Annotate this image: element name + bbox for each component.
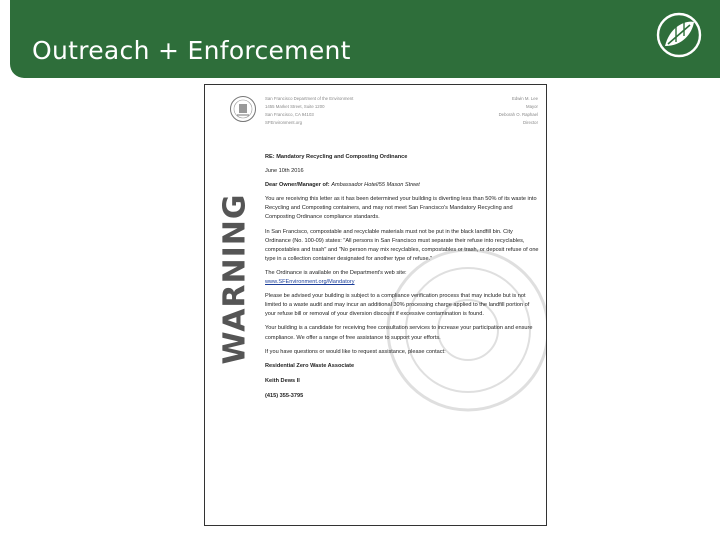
- official-line: Mayor: [526, 104, 538, 109]
- paragraph-3: [265, 269, 540, 287]
- letterhead-line: San Francisco Department of the Environment: [265, 96, 354, 101]
- ordinance-link[interactable]: www.SFEnvironment.org/Mandatory: [265, 279, 355, 286]
- official-line: Director: [522, 120, 538, 125]
- paragraph-1: You are receiving this letter as it has been determined your building is diverting less than 50% of its waste into Recycling and Composting containers, and may not meet San Francisco's Mandatory Recycling and Composting Ordinance compliance standards.: [265, 196, 537, 221]
- signature-title: Residential Zero Waste Associate: [265, 362, 355, 369]
- letterhead-line: 1455 Market Street, Suite 1200: [265, 104, 325, 109]
- paragraph-6: If you have questions or would like to request assistance, please contact:: [265, 348, 446, 355]
- page-title: Outreach + Enforcement: [32, 36, 351, 65]
- signature-phone: (415) 355-3795: [265, 392, 304, 399]
- letterhead-line: SFEnvironment.org: [265, 120, 303, 125]
- salutation-text: Dear Owner/Manager of:: [265, 182, 330, 189]
- letterhead-line: San Francisco, CA 94103: [265, 112, 314, 117]
- letterhead-officials: [458, 95, 538, 127]
- letter-body: [265, 153, 540, 407]
- letterhead-address: [265, 95, 375, 127]
- official-line: Deborah O. Raphael: [498, 112, 538, 117]
- salutation: [265, 181, 540, 190]
- city-seal-icon: [229, 95, 257, 123]
- signature-name: Keith Dews II: [265, 377, 300, 384]
- warning-letter: [204, 84, 547, 526]
- bridge-leaf-logo-icon: [656, 12, 702, 58]
- paragraph-4: Please be advised your building is subject to a compliance verification process that may include but is not limited to a waste audit and may incur an additional 30% processing charge applied to the landfill portion of your refuse bill or removal of your diversion discount if excessive contamination is found.: [265, 293, 530, 318]
- paragraph-2: In San Francisco, compostable and recyclable materials must not be put in the black landfill bin. City Ordinance (No. 100-09) states: "All persons in San Francisco must separate their refuse into recyclables, compostables and trash" and "No person may mix recyclables, compostables or trash, or deposit refuse of one type in a collection container designated for another type of refuse.": [265, 228, 539, 262]
- warning-rail: [219, 149, 251, 409]
- letter-date: June 10th 2016: [265, 168, 304, 175]
- ordinance-text: The Ordinance is available on the Department's web site:: [265, 269, 407, 276]
- official-line: Edwin M. Lee: [511, 96, 538, 101]
- building-address: Ambassador Hotel/55 Mason Street: [331, 182, 420, 189]
- subject-line: RE: Mandatory Recycling and Composting Ordinance: [265, 154, 408, 160]
- paragraph-5: Your building is a candidate for receiving free consultation services to increase your participation and ensure compliance. We offer a range of free assistance to support your efforts.: [265, 325, 533, 341]
- warning-label: WARNING: [217, 193, 253, 365]
